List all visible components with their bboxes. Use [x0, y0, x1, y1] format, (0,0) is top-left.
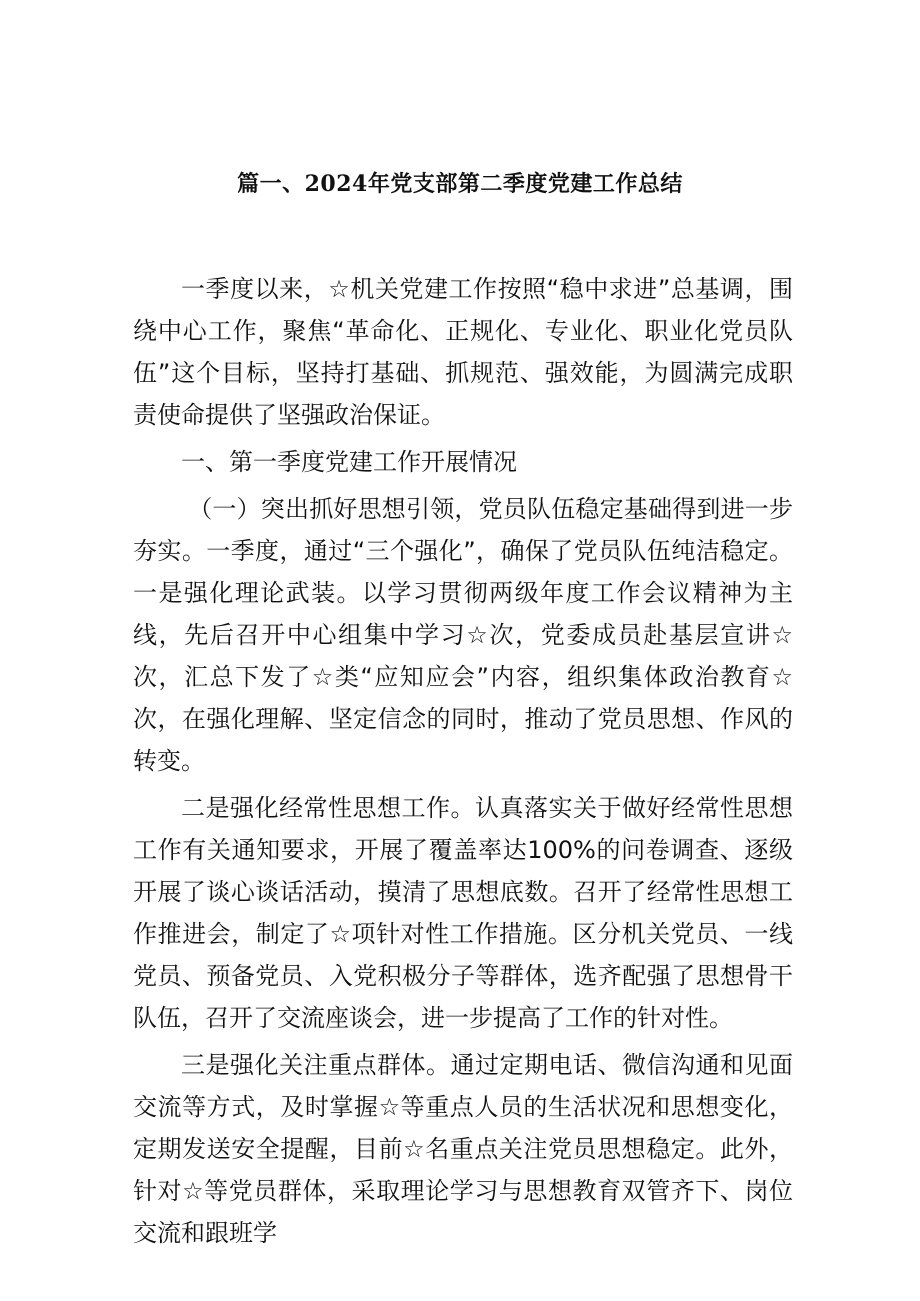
paragraph-intro: 一季度以来，☆机关党建工作按照“稳中求进”总基调，围绕中心工作，聚焦“革命化、正规化、专业化、职业化党员队伍”这个目标，坚持打基础、抓规范、强效能，为圆满完成职责使命提供了坚强政治保证。: [133, 275, 793, 429]
section-heading: 一、第一季度党建工作开展情况: [181, 448, 517, 476]
document-body: [133, 268, 793, 1259]
document-title: 篇一、2024年党支部第二季度党建工作总结: [237, 171, 683, 197]
paragraph-point-2: 二是强化经常性思想工作。认真落实关于做好经常性思想工作有关通知要求，开展了覆盖率达100%的问卷调查、逐级开展了谈心谈话活动，摸清了思想底数。召开了经常性思想工作推进会，制定了☆项针对性工作措施。区分机关党员、一线党员、预备党员、入党积极分子等群体，选齐配强了思想骨干队伍，召开了交流座谈会，进一步提高了工作的针对性。: [133, 794, 793, 1032]
paragraph-subsection-1: （一）突出抓好思想引领，党员队伍稳定基础得到进一步夯实。一季度，通过“三个强化”，确保了党员队伍纯洁稳定。一是强化理论武装。以学习贯彻两级年度工作会议精神为主线，先后召开中心组集中学习☆次，党委成员赴基层宣讲☆次，汇总下发了☆类“应知应会”内容，组织集体政治教育☆次，在强化理解、坚定信念的同时，推动了党员思想、作风的转变。: [133, 495, 793, 775]
paragraph-point-3: 三是强化关注重点群体。通过定期电话、微信沟通和见面交流等方式，及时掌握☆等重点人员的生活状况和思想变化，定期发送安全提醒，目前☆名重点关注党员思想稳定。此外，针对☆等党员群体，采取理论学习与思想教育双管齐下、岗位交流和跟班学: [133, 1051, 793, 1247]
